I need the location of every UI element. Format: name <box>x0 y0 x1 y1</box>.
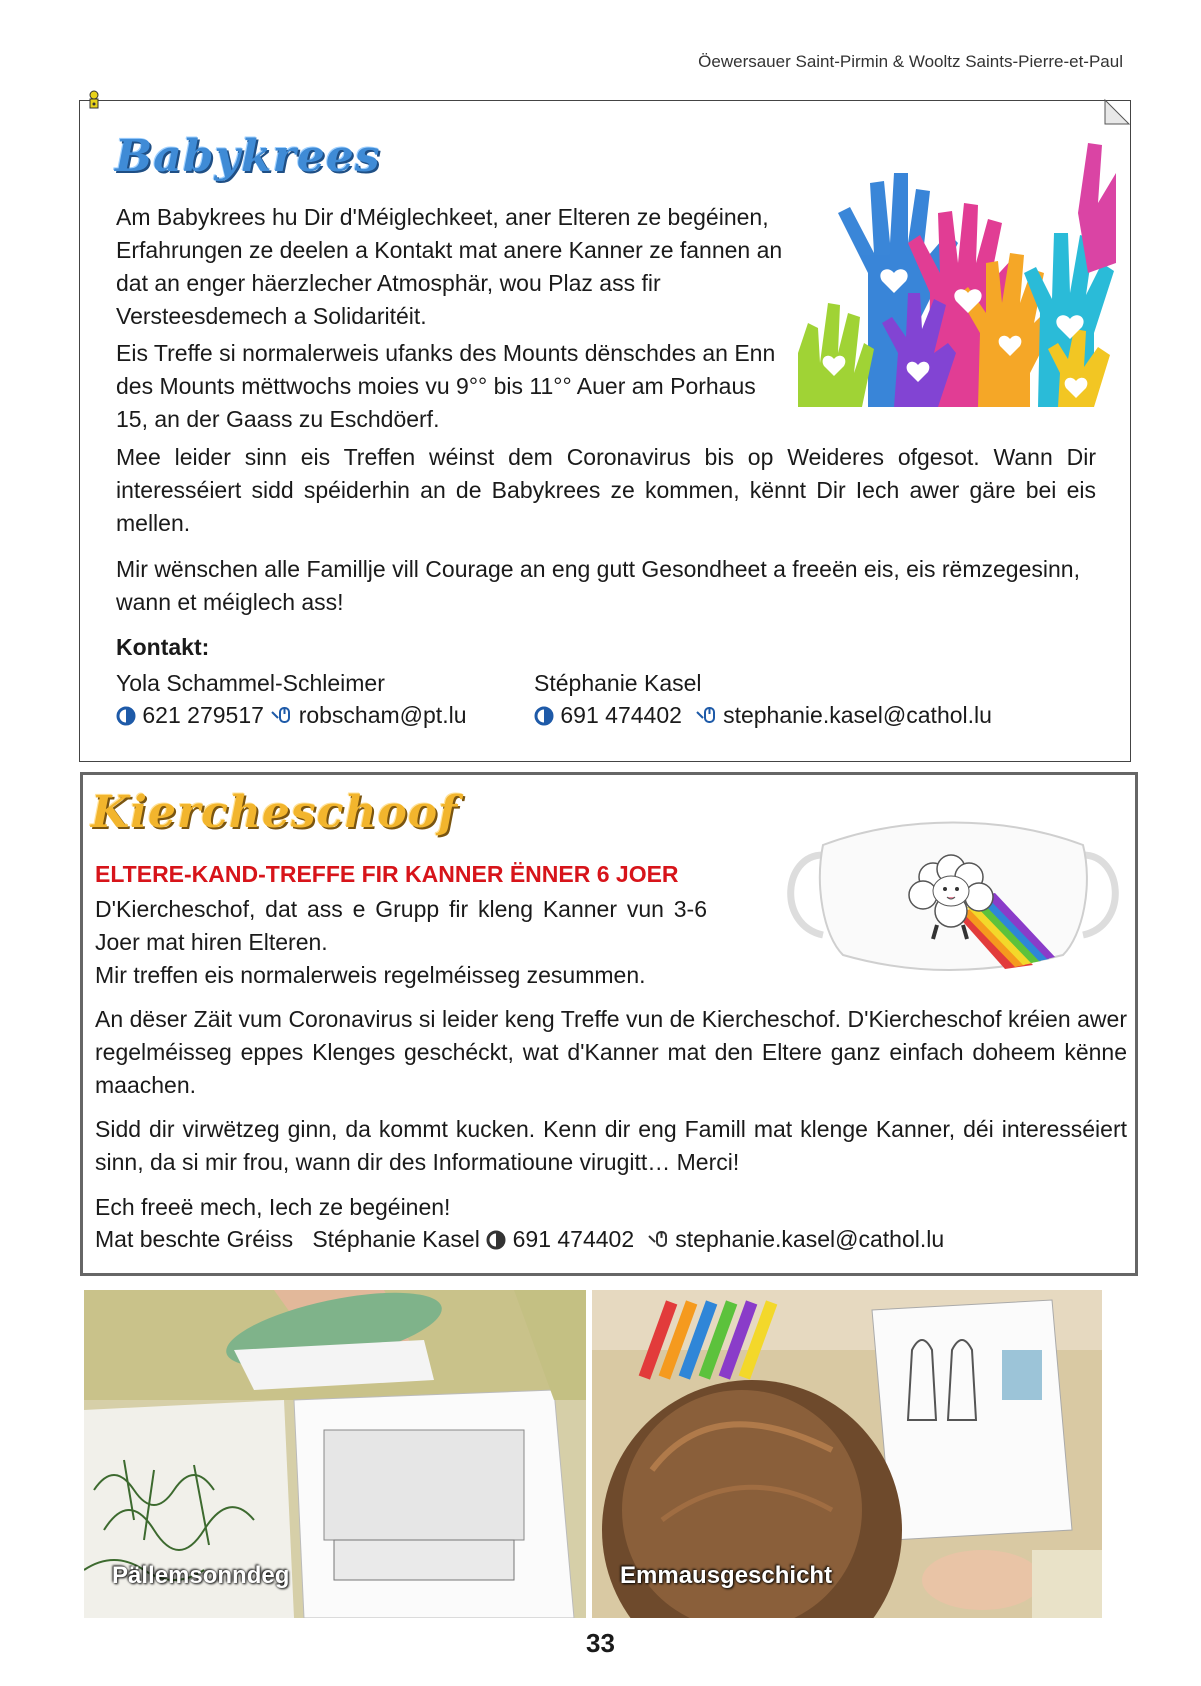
kiercheschoof-title: Kiercheschoof <box>91 787 459 838</box>
mouse-icon <box>695 704 717 726</box>
kiercheschoof-section <box>80 772 1138 1276</box>
photo-palm-sunday <box>84 1290 586 1618</box>
signoff-name: Stéphanie Kasel <box>312 1226 480 1252</box>
phone-icon <box>486 1230 506 1250</box>
page-number: 33 <box>586 1628 615 1658</box>
babykrees-paragraph-2: Eis Treffe si normalerweis ufanks des Mounts dënschdes an Enn des Mounts mëttwochs moies vu 9°° bis 11°° Auer am Porhaus 15, an der Gaass zu Eschdöerf. <box>116 340 776 432</box>
pin-icon <box>86 90 102 112</box>
babykrees-title: Babykrees <box>115 131 381 182</box>
contact-name-1: Yola Schammel-Schleimer <box>116 670 385 696</box>
page-header: Öewersauer Saint-Pirmin & Wooltz Saints-Pierre-et-Paul <box>698 52 1123 71</box>
photo-caption-2: Emmausgeschicht <box>620 1562 833 1589</box>
kiercheschoof-signoff <box>95 1223 944 1256</box>
babykrees-section <box>79 100 1131 762</box>
signoff-phone: 691 474402 <box>512 1226 635 1252</box>
photo-caption-1: Pällemsonndeg <box>112 1562 290 1589</box>
contact-email-2[interactable]: stephanie.kasel@cathol.lu <box>723 702 992 728</box>
contact-details-1 <box>116 699 467 732</box>
page-fold-corner <box>1103 98 1133 126</box>
hands-hearts-illustration <box>798 123 1116 407</box>
closing-text: Mat beschte Gréiss <box>95 1226 294 1252</box>
face-mask-illustration <box>783 815 1123 975</box>
contact-phone-1: 621 279517 <box>142 702 264 728</box>
kiercheschoof-subtitle: ELTERE-KAND-TREFFE FIR KANNER ËNNER 6 JOER <box>95 861 679 887</box>
phone-icon <box>116 706 136 726</box>
kiercheschoof-paragraph-1a: D'Kiercheschof, dat ass e Grupp fir kleng Kanner vun 3-6 Joer mat hiren Elteren. <box>95 896 707 955</box>
contact-heading: Kontakt: <box>116 634 210 660</box>
kiercheschoof-paragraph-4: Ech freeë mech, Iech ze begéinen! <box>95 1194 451 1220</box>
kiercheschoof-paragraph-1b: Mir treffen eis normalerweis regelméisseg zesummen. <box>95 962 646 988</box>
babykrees-paragraph-1: Am Babykrees hu Dir d'Méiglechkeet, aner Elteren ze begéinen, Erfahrungen ze deelen a Kontakt mat anere Kanner ze fannen an dat an enger häerzlecher Atmosphär, wou Plaz ass fir Versteesdemech a Solidaritéit. <box>116 204 783 329</box>
mouse-icon <box>270 704 292 726</box>
kiercheschoof-paragraph-3: Sidd dir virwëtzeg ginn, da kommt kucken. Kenn dir eng Famill mat klenge Kanner, déi interesséiert sinn, da si mir frou, wann dir des Informatioune virugitt… Merci! <box>95 1116 1127 1175</box>
contact-email-1[interactable]: robscham@pt.lu <box>298 702 467 728</box>
contact-name-2: Stéphanie Kasel <box>534 670 702 696</box>
contact-details-2 <box>534 699 992 732</box>
babykrees-paragraph-4: Mir wënschen alle Famillje vill Courage an eng gutt Gesondheet a freeën eis, eis rëmzegesinn, wann et méiglech ass! <box>116 556 1080 615</box>
kiercheschoof-paragraph-2: An dëser Zäit vum Coronavirus si leider keng Treffe vun de Kiercheschof. D'Kiercheschof kréien awer regelméisseg eppes Klenges geschéckt, wat d'Kanner mat den Eltere ganz einfach doheem kënne maachen. <box>95 1006 1127 1098</box>
mouse-icon <box>647 1228 669 1250</box>
signoff-email[interactable]: stephanie.kasel@cathol.lu <box>675 1226 945 1252</box>
photo-emmaus <box>592 1290 1102 1618</box>
babykrees-paragraph-3: Mee leider sinn eis Treffen wéinst dem Coronavirus bis op Weideres ofgesot. Wann Dir interesséiert sidd spéiderhin an de Babykrees ze kommen, kënnt Dir Iech awer gäre bei eis mellen. <box>116 444 1096 536</box>
contact-phone-2: 691 474402 <box>560 702 682 728</box>
phone-icon <box>534 706 554 726</box>
